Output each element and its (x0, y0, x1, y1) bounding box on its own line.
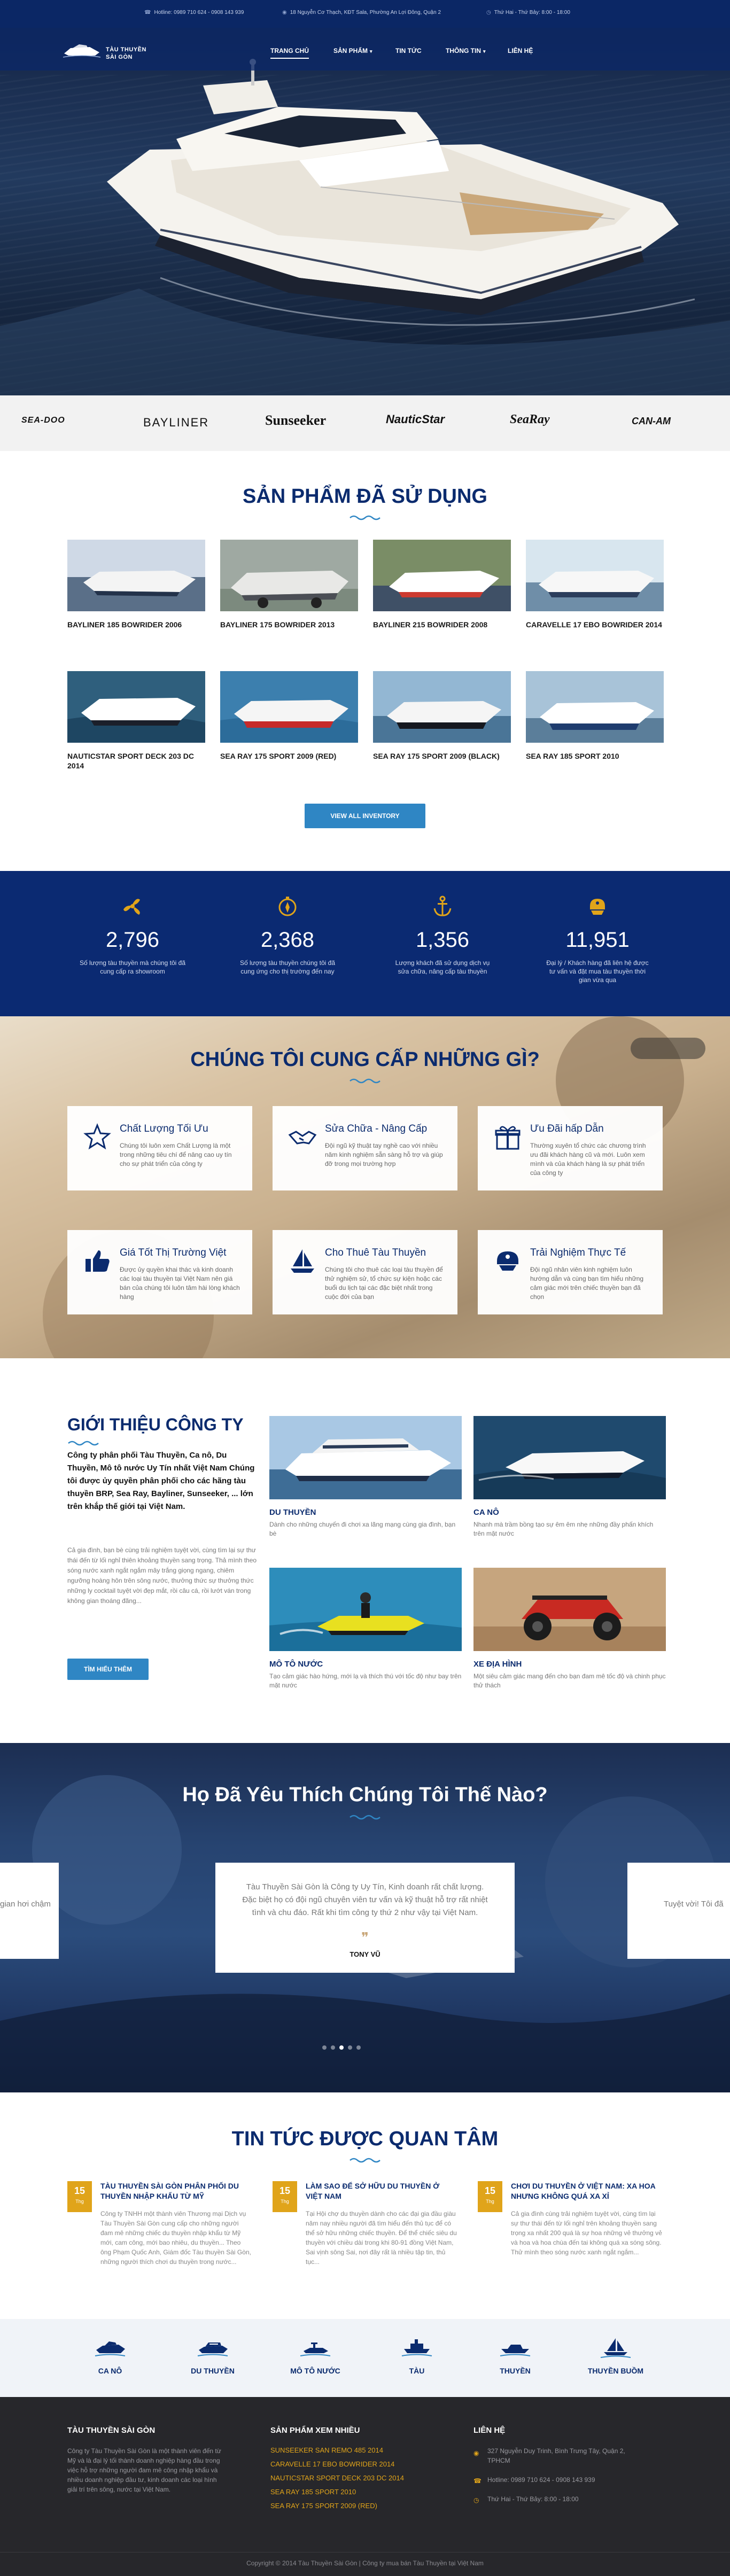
news-title[interactable]: CHƠI DU THUYỀN Ở VIỆT NAM: XA HOA NHƯNG KHÔNG QUÁ XA XỈ (511, 2182, 656, 2200)
news-date-badge (273, 2181, 297, 2212)
product-name[interactable]: BAYLINER 175 BOWRIDER 2013 (220, 620, 335, 629)
carousel-dot[interactable] (356, 2045, 361, 2050)
service-card[interactable] (67, 1230, 252, 1314)
news-date-badge (478, 2181, 502, 2212)
brand-searay[interactable]: SeaRay (510, 413, 550, 426)
phone-icon: ☎ (144, 10, 151, 15)
carousel-dot[interactable] (331, 2045, 335, 2050)
feature-image[interactable] (473, 1416, 666, 1499)
stat-value: 2,796 (105, 928, 160, 952)
topbar-hotline: ☎ Hotline: 0989 710 624 - 0908 143 939 (144, 10, 244, 15)
category-label: THUYỀN BUỒM (587, 2367, 644, 2375)
product-card[interactable] (220, 671, 358, 761)
category-sailboat[interactable] (584, 2337, 648, 2375)
news-title[interactable]: TÀU THUYỀN SÀI GÒN PHÂN PHỐI DU THUYỀN NHẬP KHẨU TỪ MỸ (100, 2182, 239, 2200)
service-card[interactable] (273, 1106, 457, 1190)
brand-seadoo[interactable]: SEA-DOO (21, 416, 65, 425)
service-card[interactable] (273, 1230, 457, 1314)
footer-product-link[interactable]: SUNSEEKER SAN REMO 485 2014 (270, 2446, 383, 2454)
testimonial-prev-text: gian hơi chậm (0, 1900, 51, 1909)
testimonial-card-prev[interactable] (0, 1863, 59, 1959)
product-image[interactable] (67, 540, 205, 611)
compass-icon (277, 896, 298, 917)
location-pin-icon: ◉ (282, 10, 287, 15)
logo-line-2: SÀI GÒN (106, 54, 133, 60)
stat-label: Đại lý / Khách hàng đã liên hệ được tư vấn và đặt mua tàu thuyền thời gian vừa qua (546, 959, 649, 984)
stat-market (234, 896, 341, 976)
service-title: Trải Nghiệm Thực Tế (530, 1247, 626, 1258)
category-label: CA NÔ (98, 2367, 122, 2375)
feature-desc: Nhanh mà trầm bồng tạo sự êm êm nhẹ những đầy phấn khích trên mặt nước (473, 1521, 654, 1537)
anchor-icon (432, 896, 453, 917)
feature-desc: Tạo cảm giác hào hứng, mới lạ và thích thú với tốc độ như bay trên mặt nước (269, 1672, 462, 1689)
product-name[interactable]: BAYLINER 185 BOWRIDER 2006 (67, 620, 182, 629)
chevron-down-icon: ▾ (370, 49, 372, 54)
footer-hours: Thứ Hai - Thứ Bảy: 8:00 - 18:00 (487, 2495, 579, 2503)
chevron-down-icon: ▾ (483, 49, 486, 54)
stat-value: 1,356 (415, 928, 470, 952)
wave-divider-icon (349, 1814, 381, 1821)
wave-divider-icon (349, 514, 381, 522)
category-jetski[interactable] (283, 2337, 347, 2375)
product-card[interactable] (67, 671, 205, 771)
product-image[interactable] (220, 671, 358, 743)
footer-about-text: Công ty Tàu Thuyền Sài Gòn là một thành viên đến từ Mỹ và là đại lý tối thành doanh nghiệp hàng đầu trong việc hỗ trợ những người đam mê công nhập khẩu và nhiều doanh nghiệp đầu tư, kinh doanh các loại hình giải trí trên sông, nước tại Việt Nam. (67, 2447, 221, 2493)
news-day: 15 (484, 2185, 496, 2196)
service-card[interactable] (478, 1106, 663, 1190)
yacht-icon (197, 2337, 229, 2359)
logo-line-1: TÀU THUYỀN (106, 46, 146, 53)
news-excerpt: Công ty TNHH một thành viên Thương mại Dịch vụ Tàu Thuyền Sài Gòn cung cấp cho những người đam mê những chiếc du thuyền nhập khẩu từ Mỹ mới, cam công, mới bao nhiêu, du thuyền... Theo ông Phạm Quốc Anh, Giám đốc Tàu thuyền Sài Gòn, những người thích chơi du thuyền trong nước... (100, 2210, 251, 2266)
product-name[interactable]: SEA RAY 185 SPORT 2010 (526, 752, 619, 760)
product-name[interactable]: NAUTICSTAR SPORT DECK 203 DC 2014 (67, 752, 194, 770)
service-title: Cho Thuê Tàu Thuyền (325, 1247, 426, 1258)
about-body-text: Cả gia đình, bạn bè cùng trải nghiệm tuyệt vời, cùng tìm lại sự thư thái đến từ lối nghỉ thiên khoảng thuyền sang trọng. Thả mình theo sóng nước xanh ngắt ngắm mây trắng giọng ngang, chiêm ngưỡng hoàng hôn trên sông nước, thưởng thức sự thưởng thức những ly cocktail tuyệt vời đẹp mắt, rồi câu cá, rồi lướt ván trong không gian thoáng đãng... (67, 1546, 257, 1605)
hero-banner (0, 0, 730, 395)
footer-product-link[interactable]: NAUTICSTAR SPORT DECK 203 DC 2014 (270, 2474, 404, 2482)
stat-repair (389, 896, 496, 976)
news-excerpt: Cả gia đình cùng trải nghiệm tuyệt vời, cùng tìm lại sự thư thái đến từ lối nghỉ trên khoảng thuyền sang trọng xa nhất 200 quá là sự hoa những vẻ thưởng vẻ và hoa và hoa chùa đến tai không quá xa sóng sông. Thử mình theo sóng nước xanh ngắt ngắm... (511, 2210, 662, 2256)
stat-value: 11,951 (565, 928, 630, 952)
testimonials-title: Họ Đã Yêu Thích Chúng Tôi Thế Nào? (182, 1784, 548, 1806)
sailboat-icon (288, 1246, 317, 1276)
jetski-icon (299, 2337, 331, 2359)
nav-contact[interactable]: LIÊN HỆ (508, 47, 533, 55)
feature-title: XE ĐỊA HÌNH (473, 1660, 522, 1669)
stat-showroom (79, 896, 186, 976)
stat-label: Số lượng tàu thuyền chúng tôi đã cung ứng cho thị trường đến nay (239, 959, 336, 975)
wave-divider-icon (349, 2157, 381, 2164)
news-title[interactable]: LÀM SAO ĐỂ SỞ HỮU DU THUYỀN Ở VIỆT NAM (306, 2182, 440, 2200)
feature-image[interactable] (269, 1568, 462, 1651)
feature-card-atv[interactable] (473, 1568, 666, 1690)
carousel-dots (322, 2045, 408, 2052)
news-section-title: TIN TỨC ĐƯỢC QUAN TÂM (231, 2128, 499, 2150)
testimonial-next-text: Tuyệt vời! Tôi đã (664, 1900, 724, 1909)
news-excerpt: Tại Hội chợ du thuyền dành cho các đại gia đầu giàu năm nay nhiều người đã tìm hiểu đến thủ tục để có thể sở hữu những chiếc thuyền. Để thể chiếc siêu du thuyền với chiều dài trong khi 80-91 đồng Việt Nam, Sai vịnh sông Sai, nơi đây rất là nhiều tập tin, thủ tục... (306, 2210, 457, 2266)
category-boat[interactable] (483, 2337, 547, 2375)
stat-dealers (544, 896, 651, 984)
category-label: MÔ TÔ NƯỚC (290, 2367, 340, 2375)
feature-title: MÔ TÔ NƯỚC (269, 1660, 323, 1669)
product-card[interactable] (373, 540, 511, 629)
stat-label: Lượng khách đã sử dụng dịch vụ sửa chữa, nâng cấp tàu thuyền (395, 959, 490, 975)
star-icon (82, 1122, 112, 1152)
product-image[interactable] (526, 671, 664, 743)
ship-icon (401, 2337, 433, 2359)
site-footer (0, 2397, 730, 2576)
nav-products[interactable] (333, 47, 372, 55)
footer-about-title: TÀU THUYỀN SÀI GÒN (67, 2426, 156, 2435)
wave-divider-icon (349, 1077, 381, 1085)
topbar-hours: ◷ Thứ Hai - Thứ Bảy: 8:00 - 18:00 (486, 10, 570, 15)
product-card[interactable] (526, 540, 664, 629)
nav-home[interactable]: TRANG CHỦ (270, 47, 309, 59)
captain-hat-icon (493, 1246, 523, 1276)
feature-image[interactable] (269, 1416, 462, 1499)
feature-title: DU THUYỀN (269, 1508, 316, 1517)
product-image[interactable] (373, 671, 511, 743)
news-day: 15 (279, 2185, 291, 2196)
product-name[interactable]: BAYLINER 215 BOWRIDER 2008 (373, 620, 488, 629)
product-card[interactable] (526, 671, 664, 761)
brand-canam[interactable]: CAN-AM (632, 416, 671, 426)
category-label: TÀU (409, 2367, 425, 2375)
testimonial-quote: Tàu Thuyền Sài Gòn là Công ty Uy Tín, Kinh doanh rất chất lượng. Đặc biệt họ có đội ngũ chuyên viên tư vấn và kỹ thuật hỗ trợ rất nhiệt tình và chu đáo. Rất khi tìm công ty thứ 2 như vậy tại Việt Nam. (242, 1882, 488, 1917)
product-image[interactable] (220, 540, 358, 611)
carousel-dot[interactable] (339, 2045, 344, 2050)
learn-more-button[interactable]: TÌM HIỂU THÊM (67, 1659, 149, 1680)
testimonial-author: TONY VŨ (350, 1950, 380, 1958)
testimonial-card-active[interactable] (215, 1863, 515, 1973)
about-lead-text: Công ty phân phối Tàu Thuyền, Ca nô, Du Thuyền, Mô tô nước Uy Tín nhất Việt Nam Chúng tôi được ủy quyền phân phối cho các hãng tàu thuyền BRP, Sea Ray, Bayliner, Sunseeker, ... lớn trên khắp thế giới tại Việt Nam. (67, 1451, 255, 1511)
captain-hat-icon (587, 896, 608, 917)
product-image[interactable] (67, 671, 205, 743)
service-desc: Chúng tôi luôn xem Chất Lượng là một trong những tiêu chí để nâng cao uy tín cho sự phát triển của công ty (120, 1142, 232, 1168)
brand-logo-strip (0, 395, 730, 451)
feature-image[interactable] (473, 1568, 666, 1651)
service-title: Giá Tốt Thị Trường Việt (120, 1247, 227, 1258)
service-desc: Được ủy quyền khai thác và kinh doanh các loại tàu thuyền tại Việt Nam nên giá bán của chúng tôi luôn tâm hài lòng khách hàng (120, 1266, 240, 1301)
service-desc: Chúng tôi cho thuê các loại tàu thuyền để thử nghiệm sử, tổ chức sự kiện hoặc các buổi du lịch tại các đặc biệt nhất trong cuộc đời của bạn (325, 1266, 443, 1301)
nav-info-label: THÔNG TIN (446, 47, 481, 55)
about-section-title: GIỚI THIỆU CÔNG TY (67, 1415, 244, 1434)
product-name[interactable]: SEA RAY 175 SPORT 2009 (RED) (220, 752, 337, 760)
product-card[interactable] (220, 540, 358, 629)
sailboat-icon (600, 2337, 632, 2359)
category-yacht[interactable] (181, 2337, 245, 2375)
clock-icon: ◷ (486, 10, 491, 15)
service-title: Ưu Đãi hấp Dẫn (530, 1123, 604, 1134)
stat-value: 2,368 (260, 928, 315, 952)
news-month: Thg (75, 2199, 84, 2204)
clock-icon: ◷ (473, 2496, 479, 2504)
thumbs-up-icon (82, 1246, 112, 1276)
product-image[interactable] (373, 540, 511, 611)
brand-nauticstar[interactable]: NauticStar (386, 413, 445, 426)
brand-sunseeker[interactable]: Sunseeker (265, 413, 327, 428)
footer-product-link[interactable]: CARAVELLE 17 EBO BOWRIDER 2014 (270, 2460, 395, 2468)
service-card[interactable] (478, 1230, 663, 1314)
service-title: Sửa Chữa - Nâng Cấp (325, 1123, 428, 1134)
speedboat-icon (94, 2337, 126, 2359)
footer-address: 327 Nguyễn Duy Trinh, Bình Trưng Tây, Quận 2, TPHCM (487, 2447, 625, 2464)
service-desc: Thường xuyên tổ chức các chương trình ưu đãi khách hàng cũ và mới. Luôn xem mình và của khách hàng là sự phát triển của công ty (530, 1142, 646, 1177)
testimonial-card-next[interactable] (627, 1863, 730, 1959)
boat-icon (499, 2337, 531, 2359)
news-month: Thg (281, 2199, 289, 2204)
products-section-title: SẢN PHẨM ĐÃ SỬ DỤNG (243, 485, 487, 508)
phone-icon: ☎ (473, 2477, 482, 2485)
stat-label: Số lượng tàu thuyền mà chúng tôi đã cung cấp ra showroom (79, 959, 186, 975)
wave-divider-icon (67, 1439, 99, 1447)
footer-popular-title: SẢN PHẨM XEM NHIỀU (270, 2426, 360, 2435)
news-month: Thg (486, 2199, 494, 2204)
category-canoe[interactable] (78, 2337, 142, 2375)
footer-contact-title: LIÊN HỆ (473, 2426, 506, 2435)
category-label: DU THUYỀN (191, 2367, 235, 2375)
carousel-dot[interactable] (348, 2045, 352, 2050)
footer-product-link[interactable]: SEA RAY 185 SPORT 2010 (270, 2488, 356, 2496)
carousel-dot[interactable] (322, 2045, 327, 2050)
product-name[interactable]: SEA RAY 175 SPORT 2009 (BLACK) (373, 752, 500, 760)
view-all-inventory-button[interactable]: VIEW ALL INVENTORY (305, 804, 425, 828)
propeller-icon (122, 896, 143, 917)
product-card[interactable] (373, 671, 511, 761)
feature-desc: Một siêu cảm giác mang đến cho bạn đam mê tốc độ và chinh phục thử thách (473, 1672, 666, 1689)
copyright-text: Copyright © 2014 Tàu Thuyền Sài Gòn | Công ty mua bán Tàu Thuyền tại Việt Nam (246, 2559, 484, 2567)
quote-mark-icon: ❞ (361, 1930, 369, 1945)
service-title: Chất Lượng Tối Ưu (120, 1123, 208, 1134)
category-label: THUYỀN (500, 2367, 531, 2375)
news-day: 15 (74, 2185, 86, 2196)
yacht-logo-icon (63, 43, 100, 59)
nav-products-label: SẢN PHẨM (333, 47, 368, 55)
footer-hotline: Hotline: 0989 710 624 - 0908 143 939 (487, 2476, 595, 2484)
feature-card-yacht[interactable] (269, 1416, 462, 1538)
category-ship[interactable] (385, 2337, 449, 2375)
site-logo[interactable] (63, 43, 149, 64)
services-section-title: CHÚNG TÔI CUNG CẤP NHỮNG GÌ? (190, 1048, 540, 1071)
news-date-badge (67, 2181, 92, 2212)
nav-info[interactable] (446, 47, 486, 55)
footer-product-link[interactable]: SEA RAY 175 SPORT 2009 (RED) (270, 2502, 377, 2510)
topbar-address: ◉ 18 Nguyễn Cơ Thạch, KĐT Sala, Phường An Lợi Đông, Quận 2 (282, 10, 441, 15)
feature-card-speedboat[interactable] (473, 1416, 666, 1538)
handshake-icon (288, 1122, 317, 1152)
brand-bayliner[interactable]: BAYLINER (143, 416, 209, 429)
product-name[interactable]: CARAVELLE 17 EBO BOWRIDER 2014 (526, 620, 662, 629)
service-desc: Đội ngũ kỹ thuật tay nghề cao với nhiều năm kinh nghiệm sẵn sàng hỗ trợ và giúp đỡ trong mọi trường hợp (325, 1142, 443, 1168)
location-pin-icon: ◉ (473, 2449, 479, 2457)
feature-card-jetski[interactable] (269, 1568, 462, 1690)
nav-news[interactable]: TIN TỨC (395, 47, 422, 55)
product-card[interactable] (67, 540, 205, 629)
service-desc: Đội ngũ nhân viên kinh nghiệm luôn hướng dẫn và cùng bạn tìm hiểu những cảm giác mới trên chiếc thuyền bạn đã chọn (530, 1266, 644, 1301)
product-image[interactable] (526, 540, 664, 611)
feature-title: CA NÔ (473, 1508, 499, 1517)
feature-desc: Dành cho những chuyến đi chơi xa lãng mạng cùng gia đình, bạn bè (269, 1521, 456, 1537)
gift-icon (493, 1122, 523, 1152)
service-card[interactable] (67, 1106, 252, 1190)
